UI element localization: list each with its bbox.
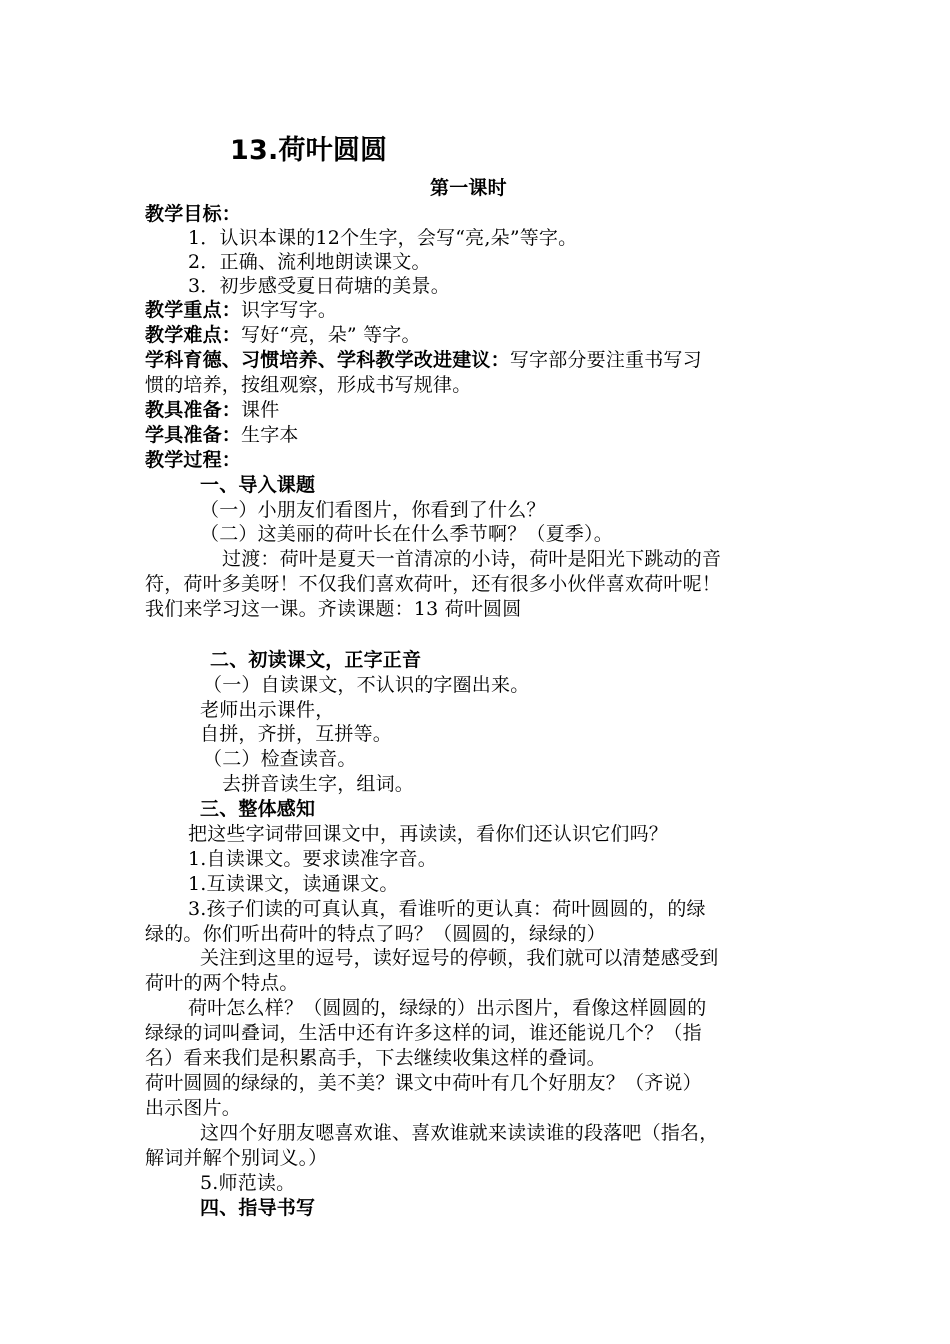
- paragraph-line: 出示图片。: [145, 1097, 242, 1119]
- paragraph-line: 把这些字词带回课文中，再读读，看你们还认识它们吗？: [188, 823, 669, 845]
- paragraph-line: 解词并解个别词义。）: [145, 1147, 328, 1169]
- paragraph-line: 过渡：荷叶是夏天一首清凉的小诗，荷叶是阳光下跳动的音: [222, 548, 722, 570]
- paragraph-line: 5.师范读。: [200, 1172, 296, 1194]
- suggestion-label: 学科育德、习惯培养、学科教学改进建议：: [145, 349, 510, 371]
- teacher-tools-label: 教具准备：: [145, 399, 242, 421]
- suggestion-row: [145, 348, 702, 372]
- paragraph-line: 这四个好朋友嗯喜欢谁、喜欢谁就来读读谁的段落吧（指名，: [200, 1122, 719, 1144]
- section-heading: 一、导入课题: [200, 474, 316, 496]
- key-point-text: 识字写字。: [241, 299, 338, 321]
- teacher-tools-row: [145, 398, 279, 422]
- difficulty-label: 教学难点：: [145, 324, 242, 346]
- paragraph-line: 荷叶的两个特点。: [145, 972, 299, 994]
- paragraph-line: 老师出示课件，: [200, 699, 335, 721]
- key-point-label: 教学重点：: [145, 299, 242, 321]
- lesson-period: 第一课时: [430, 177, 507, 199]
- paragraph-line: （一）自读课文，不认识的字圈出来。: [203, 674, 530, 696]
- goal-item: 2．正确、流利地朗读课文。: [188, 251, 431, 273]
- paragraph-line: 1.自读课文。要求读准字音。: [188, 848, 437, 870]
- paragraph-line: （二）这美丽的荷叶长在什么季节啊？（夏季）。: [200, 523, 613, 545]
- page-title: 13.荷叶圆圆: [230, 135, 388, 166]
- paragraph-line: （二）检查读音。: [203, 748, 357, 770]
- goal-item: 1．认识本课的12个生字，会写“亮,朵”等字。: [188, 227, 578, 249]
- goals-label: 教学目标：: [145, 203, 242, 225]
- student-tools-label: 学具准备：: [145, 424, 242, 446]
- section-heading: 三、整体感知: [200, 798, 316, 820]
- difficulty-text: 写好“亮，朵” 等字。: [241, 324, 421, 346]
- paragraph-line: 绿绿的词叫叠词，生活中还有许多这样的词，谁还能说几个？（指: [145, 1022, 702, 1044]
- paragraph-line: 符，荷叶多美呀！不仅我们喜欢荷叶，还有很多小伙伴喜欢荷叶呢！: [145, 573, 722, 595]
- paragraph-line: 绿的。你们听出荷叶的特点了吗？（圆圆的，绿绿的）: [145, 923, 606, 945]
- paragraph-line: 3.孩子们读的可真认真，看谁听的更认真：荷叶圆圆的，的绿: [188, 898, 706, 920]
- paragraph-line: 荷叶圆圆的绿绿的，美不美？课文中荷叶有几个好朋友？（齐说）: [145, 1072, 702, 1094]
- teacher-tools-text: 课件: [241, 399, 280, 421]
- suggestion-text-continued: 惯的培养，按组观察，形成书写规律。: [145, 374, 472, 396]
- student-tools-text: 生字本: [241, 424, 299, 446]
- paragraph-line: 关注到这里的逗号，读好逗号的停顿，我们就可以清楚感受到: [200, 947, 719, 969]
- paragraph-line: 荷叶怎么样？（圆圆的，绿绿的）出示图片，看像这样圆圆的: [188, 997, 707, 1019]
- goal-item: 3．初步感受夏日荷塘的美景。: [188, 275, 450, 297]
- key-point-row: [145, 298, 337, 322]
- paragraph-line: （一）小朋友们看图片，你看到了什么？: [200, 499, 546, 521]
- section-heading: 四、指导书写: [200, 1197, 316, 1219]
- section-heading: 二、初读课文，正字正音: [210, 649, 422, 671]
- suggestion-text: 写字部分要注重书写习: [509, 349, 702, 371]
- paragraph-line: 1.互读课文，读通课文。: [188, 873, 399, 895]
- student-tools-row: [145, 423, 299, 447]
- paragraph-line: 去拼音读生字，组词。: [222, 773, 415, 795]
- process-label: 教学过程：: [145, 449, 242, 471]
- paragraph-line: 自拼，齐拼，互拼等。: [200, 723, 393, 745]
- paragraph-line: 我们来学习这一课。齐读课题：13 荷叶圆圆: [145, 598, 522, 620]
- paragraph-line: 名）看来我们是积累高手，下去继续收集这样的叠词。: [145, 1047, 606, 1069]
- difficulty-row: [145, 323, 421, 347]
